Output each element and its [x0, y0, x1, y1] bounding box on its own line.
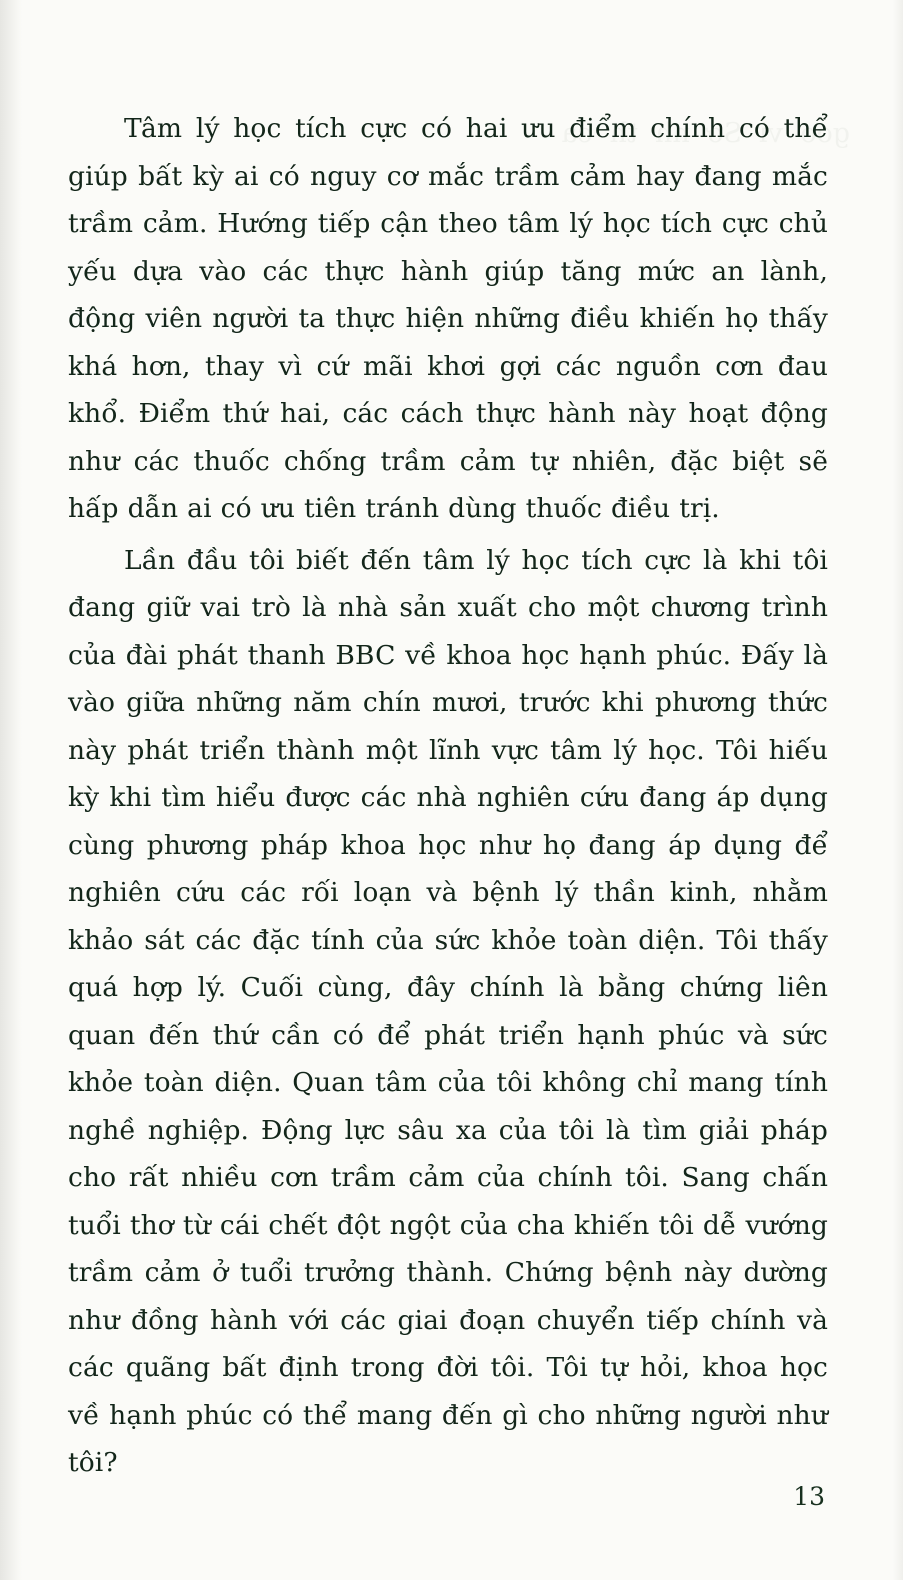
page-edge-shadow — [893, 0, 903, 1580]
paragraph: Tâm lý học tích cực có hai ưu điểm chính có thể giúp bất kỳ ai có nguy cơ mắc trầm cảm hay đang mắc trầm cảm. Hướng tiếp cận theo tâm lý học tích cực chủ yếu dựa vào các thực hành giúp tăng mức an lành, động viên người ta thực hiện những điều khiến họ thấy khá hơn, thay vì cứ mãi khơi gợi các nguồn cơn đau khổ. Điểm thứ hai, các cách thực hành này hoạt động như các thuốc chống trầm cảm tự nhiên, đặc biệt sẽ hấp dẫn ai có ưu tiên tránh dùng thuốc điều trị. — [68, 113, 828, 524]
page-body-text — [68, 105, 828, 1487]
page-number: 13 — [793, 1482, 825, 1511]
paragraph: Lần đầu tôi biết đến tâm lý học tích cực là khi tôi đang giữ vai trò là nhà sản xuất cho một chương trình của đài phát thanh BBC về khoa học hạnh phúc. Đấy là vào giữa những năm chín mươi, trước khi phương thức này phát triển thành một lĩnh vực tâm lý học. Tôi hiếu kỳ khi tìm hiểu được các nhà nghiên cứu đang áp dụng cùng phương pháp khoa học như họ đang áp dụng để nghiên cứu các rối loạn và bệnh lý thần kinh, nhằm khảo sát các đặc tính của sức khỏe toàn diện. Tôi thấy quá hợp lý. Cuối cùng, đây chính là bằng chứng liên quan đến thứ cần có để phát triển hạnh phúc và sức khỏe toàn diện. Quan tâm của tôi không chỉ mang tính nghề nghiệp. Động lực sâu xa của tôi là tìm giải pháp cho rất nhiều cơn trầm cảm của chính tôi. Sang chấn tuổi thơ từ cái chết đột ngột của cha khiến tôi dễ vướng trầm cảm ở tuổi trưởng thành. Chứng bệnh này dường như đồng hành với các giai đoạn chuyển tiếp chính và các quãng bất định trong đời tôi. Tôi tự hỏi, khoa học về hạnh phúc có thể mang đến gì cho những người như tôi? — [68, 544, 828, 1478]
spine-shadow — [0, 0, 22, 1580]
